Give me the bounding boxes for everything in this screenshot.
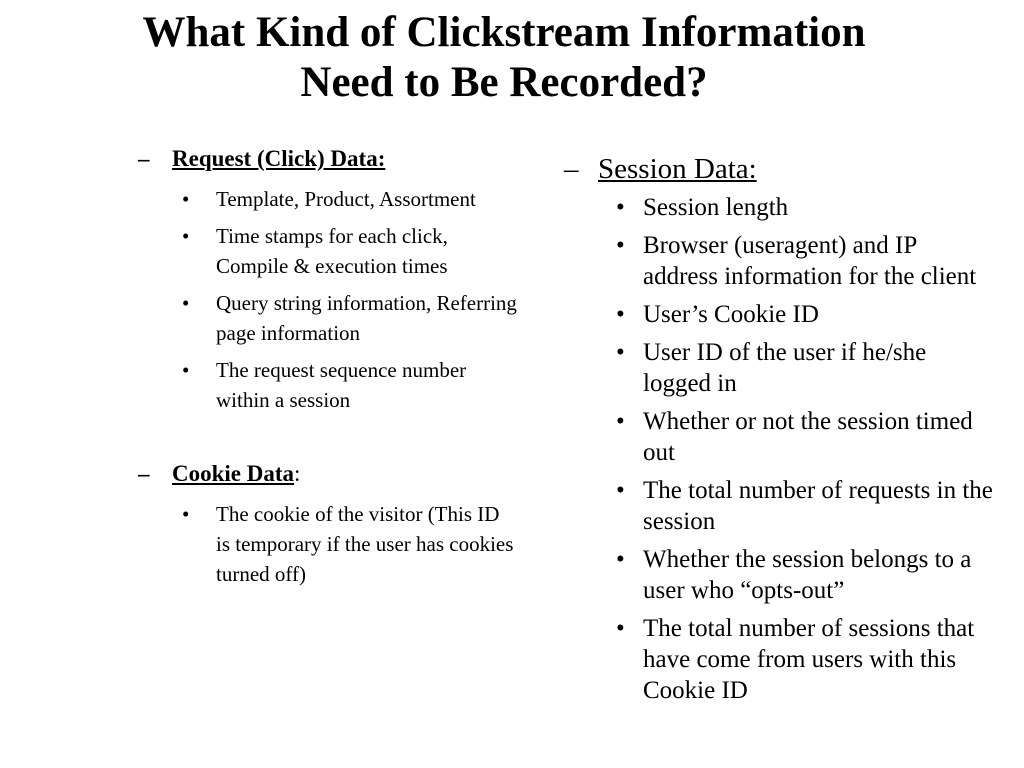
list-item-text: The total number of requests in the session [643, 477, 993, 535]
list-item-text: User’s Cookie ID [643, 301, 819, 328]
list-item [182, 288, 518, 348]
cookie-data-heading-row [138, 459, 518, 489]
list-item [616, 544, 994, 606]
list-item [616, 475, 994, 537]
list-item-text: User ID of the user if he/she logged in [643, 339, 927, 397]
list-item [182, 355, 518, 415]
dash-marker: – [138, 146, 150, 171]
bullet-dot: • [616, 546, 625, 573]
bullet-dot: • [182, 291, 190, 315]
list-item-text: Whether the session belongs to a user who “opts-out” [643, 546, 972, 604]
list-item-text: The request sequence number within a session [216, 358, 467, 412]
cookie-data-heading-colon: : [294, 461, 301, 486]
right-column [564, 151, 994, 713]
list-item-text: Template, Product, Assortment [216, 187, 476, 211]
request-data-section [138, 144, 518, 415]
list-item [616, 230, 994, 292]
list-item-text: Session length [643, 194, 789, 221]
slide-title-line-2: Need to Be Recorded? [300, 59, 708, 106]
list-item-text: The total number of sessions that have come from users with this Cookie ID [643, 615, 975, 704]
session-data-list [616, 192, 994, 706]
dash-marker: – [138, 461, 150, 486]
slide-title [0, 8, 1008, 108]
list-item [616, 406, 994, 468]
list-item [182, 184, 518, 214]
bullet-dot: • [616, 615, 625, 642]
bullet-dot: • [182, 187, 190, 211]
session-data-heading-row [564, 151, 994, 187]
list-item [616, 192, 994, 223]
bullet-dot: • [616, 232, 625, 259]
bullet-dot: • [182, 358, 190, 382]
list-item [182, 221, 518, 281]
list-item-text: The cookie of the visitor (This ID is temporary if the user has cookies turned off) [216, 502, 514, 586]
cookie-data-heading: Cookie Data [172, 461, 295, 486]
list-item-text: Whether or not the session timed out [643, 408, 973, 466]
list-item [616, 613, 994, 706]
request-data-heading-row [138, 144, 518, 174]
dash-marker: – [564, 153, 579, 185]
list-item [616, 337, 994, 399]
list-item [616, 299, 994, 330]
bullet-dot: • [182, 224, 190, 248]
bullet-dot: • [616, 339, 625, 366]
bullet-dot: • [616, 301, 625, 328]
bullet-dot: • [616, 477, 625, 504]
list-item [182, 499, 518, 589]
left-column [138, 144, 518, 596]
bullet-dot: • [182, 502, 190, 526]
bullet-dot: • [616, 194, 625, 221]
request-data-heading: Request (Click) Data: [172, 146, 386, 171]
cookie-data-section [138, 459, 518, 589]
list-item-text: Time stamps for each click, Compile & execution times [216, 224, 448, 278]
list-item-text: Query string information, Referring page information [216, 291, 517, 345]
bullet-dot: • [616, 408, 625, 435]
request-data-list [182, 184, 518, 415]
slide-title-line-1: What Kind of Clickstream Information [142, 9, 866, 56]
session-data-heading: Session Data: [598, 153, 757, 185]
cookie-data-list [182, 499, 518, 589]
list-item-text: Browser (useragent) and IP address information for the client [643, 232, 977, 290]
